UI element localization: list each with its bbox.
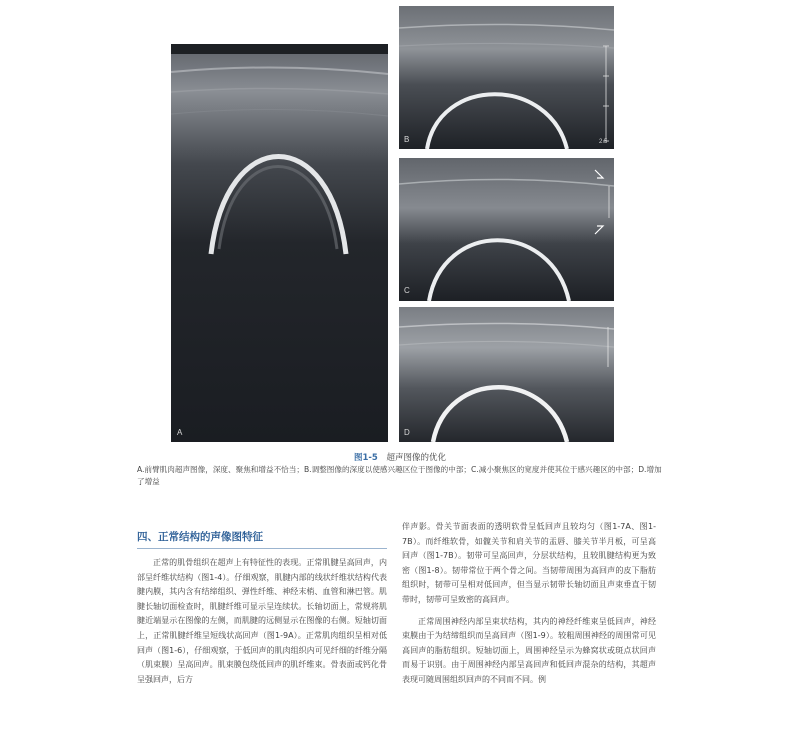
ultrasound-panel-d bbox=[399, 307, 614, 442]
figure-caption-body: A.前臂肌肉超声图像，深度、聚焦和增益不恰当；B.调整图像的深度以使感兴趣区位于图像的中部；C.减小聚焦区的宽度并使其位于感兴趣区的中部；D.增加了增益 bbox=[137, 465, 662, 486]
ultrasound-image-b bbox=[399, 6, 614, 149]
ultrasound-image-c bbox=[399, 158, 614, 301]
ultrasound-panel-c bbox=[399, 158, 614, 301]
ultrasound-image-a bbox=[171, 44, 388, 442]
figure-number: 图1-5 bbox=[353, 453, 378, 463]
scale-label-b: 2.5 bbox=[599, 139, 608, 145]
figure-title: 超声图像的优化 bbox=[386, 453, 447, 463]
right-paragraph-1: 伴声影。骨关节面表面的透明软骨呈低回声且较均匀（图1-7A、图1-7B）。而纤维软骨，如髋关节和肩关节的盂唇、膝关节半月板，可呈高回声（图1-7B）。韧带可呈高回声，分层状结构，且较肌腱结构更为致密（图1-8）。韧带常位于两个骨之间。当韧带周围为高回声的皮下脂肪组织时，韧带可呈相对低回声，但当显示韧带长轴切面且声束垂直于韧带时，韧带可呈致密的高回声。 bbox=[402, 522, 656, 604]
left-column bbox=[137, 556, 387, 687]
section-divider bbox=[137, 548, 387, 549]
panel-letter-b: B bbox=[404, 135, 410, 144]
section-title: 四、正常结构的声像图特征 bbox=[137, 531, 263, 543]
ultrasound-image-d bbox=[399, 307, 614, 442]
right-column bbox=[402, 520, 656, 688]
panel-letter-d: D bbox=[404, 428, 410, 437]
ultrasound-panel-b bbox=[399, 6, 614, 149]
panel-letter-c: C bbox=[404, 286, 410, 295]
figure-caption-title bbox=[0, 451, 800, 463]
left-paragraph-1: 正常的肌骨组织在超声上有特征性的表现。正常肌腱呈高回声，内部呈纤维状结构（图1-4）。仔细观察，肌腱内部的线状纤维状结构代表腱内膜，其内含有结缔组织、弹性纤维、神经末梢、血管和淋巴管。肌腱长轴切面检查时，肌腱纤维可显示呈连续状。长轴切面上，常规将肌腱近端显示在图像的左侧，而肌腱的远侧显示在图像的右侧。短轴切面上，正常肌腱纤维呈短线状高回声（图1-9A）。正常肌肉组织呈相对低回声（图1-6），仔细观察，于低回声的肌肉组织内可见纤细的纤维分隔（肌束膜）呈高回声。肌束膜包绕低回声的肌纤维束。骨表面或钙化骨呈强回声，后方 bbox=[137, 558, 387, 684]
ultrasound-panel-a bbox=[171, 44, 388, 442]
panel-letter-a: A bbox=[177, 428, 183, 437]
right-paragraph-2: 正常周围神经内部呈束状结构，其内的神经纤维束呈低回声，神经束膜由于为结缔组织而呈高回声（图1-9）。较粗周围神经的周围常可见高回声的脂肪组织。短轴切面上，周围神经呈示为蜂窝状或斑点状回声而易于识别。由于周围神经内部呈高回声和低回声混杂的结构，其超声表现可随周围组织回声的不同而不同。例 bbox=[402, 616, 656, 684]
